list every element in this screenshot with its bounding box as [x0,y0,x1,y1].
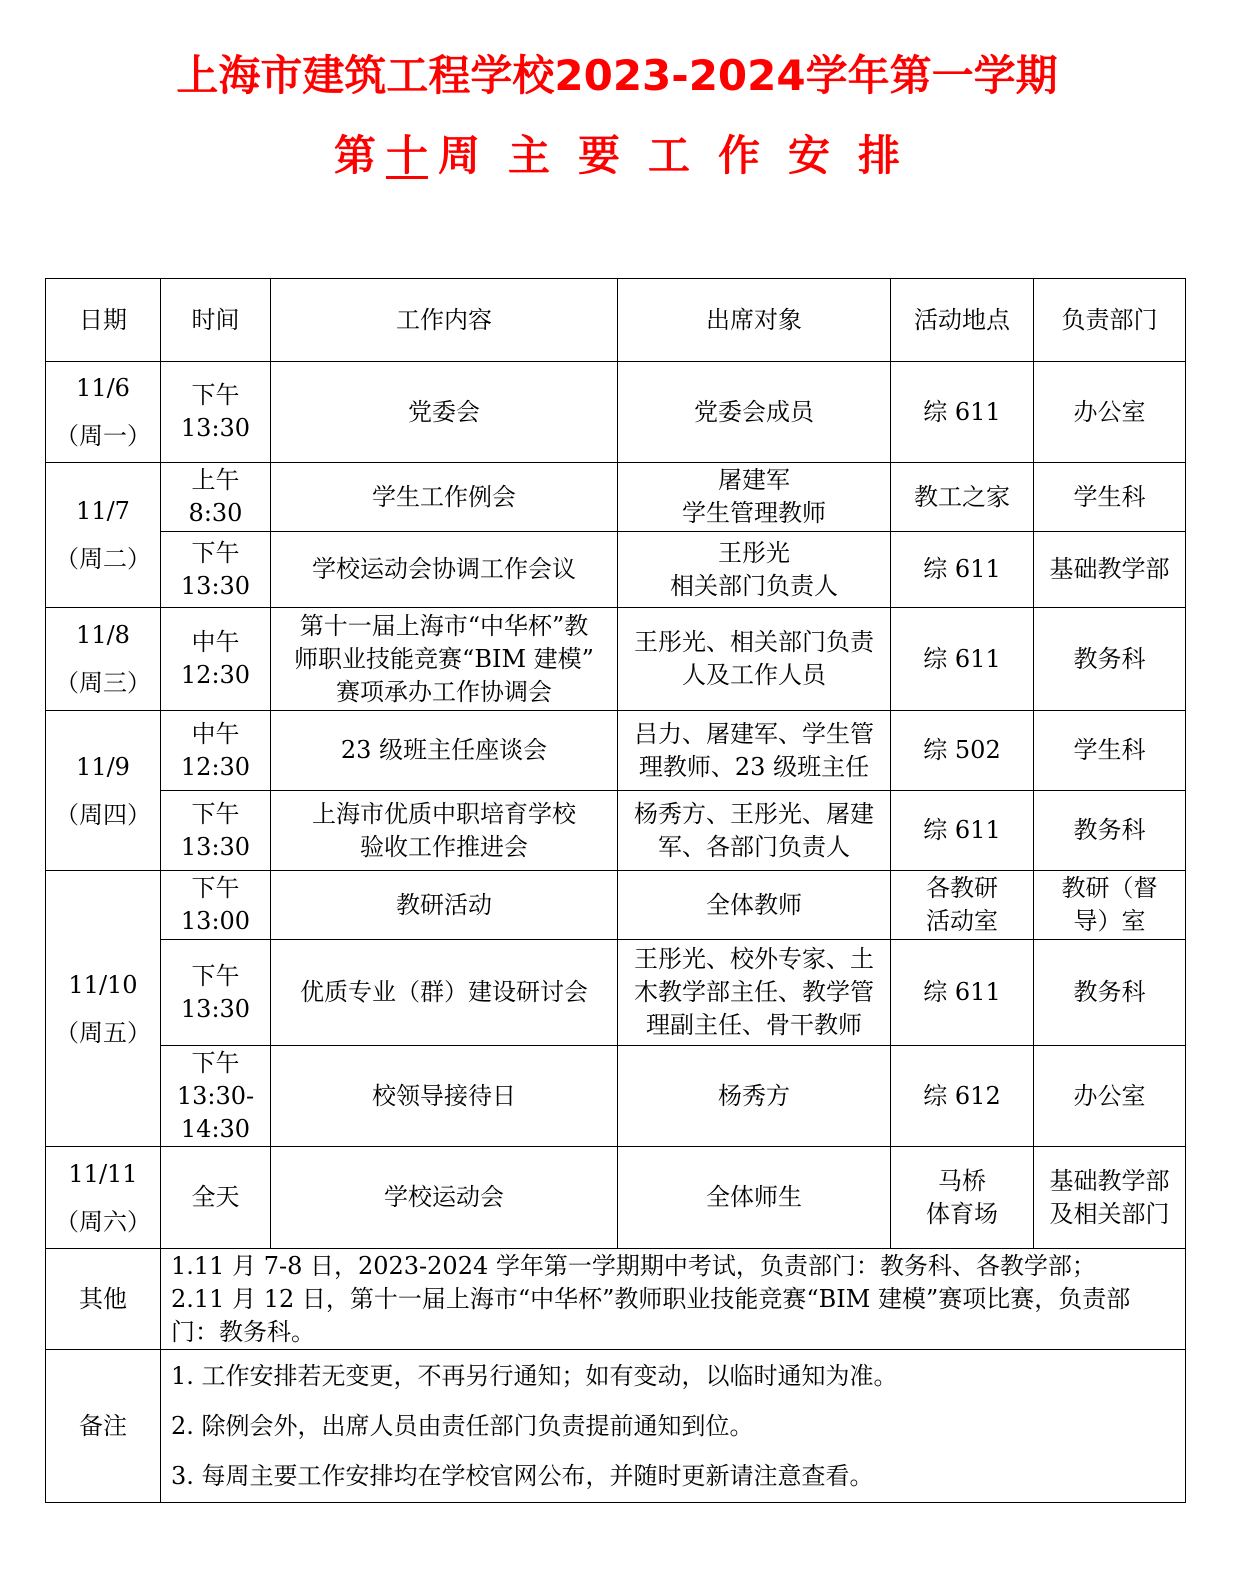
content-line: 第十一届上海市“中华杯”教 [299,611,589,640]
subtitle-char: 作 [718,131,761,180]
header-cell: 出席对象 [618,279,891,362]
location-cell [891,711,1034,791]
attendees-line: 吕力、屠建军、学生管 [634,719,874,748]
attendees-line: 理教师、23 级班主任 [638,752,870,781]
note-item: 3. 每周主要工作安排均在学校官网公布，并随时更新请注意查看。 [171,1462,874,1490]
location-line: 综 611 [923,644,1001,673]
content-line: 师职业技能竞赛“BIM 建模” [294,644,594,673]
content-line: 学校运动会协调工作会议 [312,555,576,583]
date-line: 11/6 [76,374,130,402]
time-line: 全天 [191,1183,240,1211]
time-line: 下午 [191,961,240,990]
attendees-cell [618,1147,891,1249]
date-cell [46,362,161,463]
date-cell [46,463,161,608]
location-cell [891,1046,1034,1147]
content-cell [271,871,618,940]
date-cell [46,711,161,871]
location-line: 综 611 [923,816,1001,844]
content-line: 学生工作例会 [372,482,516,511]
location-cell [891,608,1034,711]
time-line: 中午 [191,719,240,748]
content-cell [271,463,618,532]
attendees-line: 王彤光、相关部门负责 [634,628,874,656]
time-line: 13:30 [180,994,251,1023]
attendees-cell [618,791,891,871]
table-row [46,940,1186,1046]
location-line: 综 612 [923,1081,1001,1110]
time-line: 13:30 [180,414,251,442]
page-title: 上海市建筑工程学校2023-2024学年第一学期 [176,51,1058,100]
content-cell [271,362,618,463]
date-line: 11/11 [68,1159,138,1188]
note-item: 2. 除例会外，出席人员由责任部门负责提前通知到位。 [171,1412,754,1440]
dept-cell [1034,711,1186,791]
time-line: 下午 [191,381,240,409]
location-cell [891,362,1034,463]
location-cell [891,791,1034,871]
subtitle-char: 排 [858,131,901,180]
note-item: 1. 工作安排若无变更，不再另行通知；如有变动，以临时通知为准。 [171,1362,898,1390]
attendees-line: 王彤光、校外专家、土 [634,945,874,973]
table-row [46,608,1186,711]
dept-cell [1034,940,1186,1046]
time-line: 12:30 [180,752,251,781]
dept-line: 教务科 [1073,816,1146,844]
location-line: 教工之家 [914,482,1010,511]
time-line: 13:00 [180,907,251,935]
content-line: 学校运动会 [384,1183,504,1211]
time-line: 13:30- [176,1081,255,1110]
attendees-line: 理副主任、骨干教师 [646,1011,862,1039]
dept-line: 教务科 [1073,978,1146,1006]
table-row [46,791,1186,871]
dept-line: 办公室 [1073,397,1146,426]
time-line: 下午 [191,1048,240,1077]
location-line: 活动室 [926,907,998,935]
time-cell [161,871,271,940]
table-row [46,532,1186,608]
time-line: 8:30 [188,499,243,527]
content-line: 上海市优质中职培育学校 [312,799,576,828]
time-cell [161,1046,271,1147]
attendees-cell [618,1046,891,1147]
date-cell [46,608,161,711]
date-line: （周三） [55,669,151,697]
dept-cell [1034,608,1186,711]
other-row [46,1249,1186,1350]
location-cell [891,940,1034,1046]
content-cell [271,791,618,871]
attendees-cell [618,608,891,711]
content-line: 验收工作推进会 [360,832,528,861]
time-cell [161,940,271,1046]
attendees-line: 相关部门负责人 [670,571,838,600]
other-label: 其他 [46,1249,161,1350]
notes-row [46,1350,1186,1503]
time-cell [161,791,271,871]
dept-line: 导）室 [1073,907,1146,935]
location-cell [891,532,1034,608]
attendees-line: 党委会成员 [694,397,814,426]
date-line: 11/10 [68,970,138,999]
content-cell [271,1046,618,1147]
table-row [46,362,1186,463]
dept-line: 基础教学部 [1049,555,1170,583]
time-line: 上午 [191,466,240,494]
table-row [46,1046,1186,1147]
content-line: 教研活动 [396,890,492,919]
schedule-body [46,279,1186,1503]
time-line: 下午 [191,799,240,828]
location-line: 综 502 [923,736,1001,764]
attendees-line: 军、各部门负责人 [658,832,850,861]
location-cell [891,463,1034,532]
content-line: 赛项承办工作协调会 [336,677,552,706]
date-line: 11/7 [76,497,130,525]
week-number: 十 [385,131,428,180]
time-line: 13:30 [180,832,251,861]
dept-cell [1034,463,1186,532]
date-line: （周二） [55,545,151,573]
attendees-cell [618,463,891,532]
header-cell: 活动地点 [891,279,1034,362]
location-line: 综 611 [923,555,1001,583]
time-line: 中午 [191,628,240,656]
table-row [46,871,1186,940]
dept-line: 学生科 [1073,736,1146,764]
location-line: 各教研 [926,874,998,902]
date-line: （周五） [55,1018,151,1047]
time-cell [161,1147,271,1249]
header-cell: 日期 [46,279,161,362]
dept-line: 办公室 [1073,1081,1146,1110]
location-cell [891,871,1034,940]
date-cell [46,1147,161,1249]
time-cell [161,711,271,791]
subtitle-char: 安 [788,131,831,180]
dept-cell [1034,1046,1186,1147]
date-cell [46,871,161,1147]
attendees-cell [618,362,891,463]
subtitle-char: 工 [648,131,691,180]
location-line: 体育场 [926,1199,998,1228]
content-cell [271,608,618,711]
dept-cell [1034,1147,1186,1249]
content-cell [271,1147,618,1249]
time-line: 12:30 [180,661,251,689]
subtitle-prefix: 第 [333,131,376,180]
attendees-cell [618,871,891,940]
attendees-line: 屠建军 [718,466,790,494]
content-cell [271,532,618,608]
header-cell: 工作内容 [271,279,618,362]
date-line: （周四） [55,800,151,829]
table-row [46,711,1186,791]
dept-line: 及相关部门 [1049,1199,1170,1228]
attendees-cell [618,532,891,608]
other-item: 2.11 月 12 日，第十一届上海市“中华杯”教师职业技能竞赛“BIM 建模”赛项比赛，负责部门：教务科。 [171,1284,1131,1346]
content-line: 23 级班主任座谈会 [340,736,548,764]
time-cell [161,608,271,711]
dept-line: 教研（督 [1061,874,1158,902]
other-item: 1.11 月 7-8 日，2023-2024 学年第一学期期中考试，负责部门：教务科、各教学部； [171,1251,1096,1280]
attendees-line: 杨秀方 [718,1081,790,1110]
attendees-line: 全体师生 [706,1183,802,1211]
attendees-cell [618,711,891,791]
content-line: 优质专业（群）建设研讨会 [300,978,588,1006]
date-line: 11/9 [76,752,130,781]
attendees-line: 人及工作人员 [682,661,826,689]
other-content [161,1249,1186,1350]
location-line: 综 611 [923,978,1001,1006]
subtitle-char: 主 [507,131,550,180]
dept-line: 学生科 [1073,482,1146,511]
dept-cell [1034,791,1186,871]
content-line: 党委会 [408,397,480,426]
location-line: 马桥 [938,1166,986,1195]
attendees-line: 木教学部主任、教学管 [634,978,874,1006]
dept-cell [1034,362,1186,463]
attendees-line: 王彤光 [718,538,790,567]
schedule-table [45,278,1186,1503]
header-row [46,279,1186,362]
dept-cell [1034,871,1186,940]
page-subtitle [0,131,1234,180]
content-cell [271,940,618,1046]
date-line: （周六） [55,1207,151,1236]
content-cell [271,711,618,791]
subtitle-char: 周 [437,131,480,180]
dept-line: 基础教学部 [1049,1166,1170,1195]
time-line: 下午 [191,538,240,567]
header-cell: 时间 [161,279,271,362]
time-cell [161,463,271,532]
attendees-cell [618,940,891,1046]
time-line: 13:30 [180,571,251,600]
table-row [46,463,1186,532]
attendees-line: 全体教师 [706,890,802,919]
date-line: 11/8 [76,621,130,649]
time-line: 下午 [191,874,240,902]
dept-line: 教务科 [1073,644,1146,673]
time-cell [161,532,271,608]
subtitle-char: 要 [577,131,620,180]
header-cell: 负责部门 [1034,279,1186,362]
attendees-line: 学生管理教师 [682,499,826,527]
table-row [46,1147,1186,1249]
dept-cell [1034,532,1186,608]
date-line: （周一） [55,422,151,450]
notes-content [161,1350,1186,1503]
attendees-line: 杨秀方、王彤光、屠建 [634,799,874,828]
location-cell [891,1147,1034,1249]
time-cell [161,362,271,463]
time-line: 14:30 [180,1114,251,1143]
notes-label: 备注 [46,1350,161,1503]
content-line: 校领导接待日 [372,1081,516,1110]
location-line: 综 611 [923,397,1001,426]
